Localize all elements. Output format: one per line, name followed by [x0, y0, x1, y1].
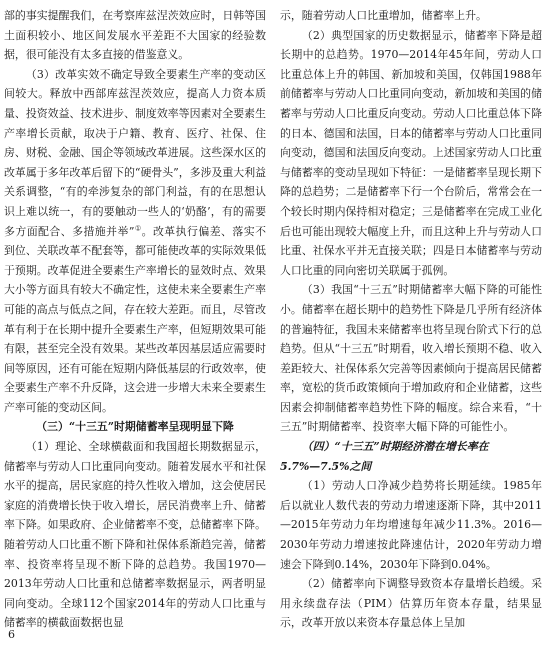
left-paragraph-2-tail: 。改革执行偏差、落实不到位、关联改革不配套等，都可能使改革的实际效果低于预期。改革促进全要素生产率增长的显效时点、效果大小等方面具有较大不确定性，这使未来全要素生产率可能的高点与低点之间，存在较大差距。而且，尽管改革有利于在长期中提升全要素生产率，但短期效果可能有限，甚至完全没有效果。某些改革因基层适应需要时间等原因，还有可能在短期内降低基层的行政效率，使全要素生产率不升反降，这会进一步增大未来全要素生产率可能的变动区间。 — [4, 224, 266, 414]
right-paragraph-4: （1）劳动人口净减少趋势将长期延续。1985年后以就业人数代表的劳动力增速逐渐下降，其中2011—2015年劳动力年均增速每年减少11.3%。2016—2030年劳动力增速按此降速估计，2020年劳动力增速会下降到0.14%，2030年下降到0.04%。 — [280, 479, 542, 571]
right-paragraph-3: （3）我国“十三五”时期储蓄率大幅下降的可能性小。储蓄率在超长期中的趋势性下降是几乎所有经济体的普遍特征，我国未来储蓄率也将呈现台阶式下行的总趋势。但从“十三五”时期看，收入增长预期不稳、收入差距较大、社保体系欠完善等因素倾向于提高居民储蓄率，宽松的货币政策倾向于增加政府和企业储蓄，这些因素会抑制储蓄率趋势性下降的幅度。综合来看，“十三五”时期储蓄率、投资率大幅下降的可能性小。 — [280, 283, 542, 434]
left-paragraph-2-text: （3）改革实效不确定导致全要素生产率的变动区间较大。释放中西部库兹涅茨效应，提高人力资本质量、投资效益、技术进步、制度效率等因素对全要素生产率增长贡献，取决于户籍、教育、医疗、社保、住房、财税、金融、国企等领域改革进展。这些深水区的改革属于多年改革后留下的“硬骨头”，多涉及重大利益关系调整，“有的牵涉复杂的部门利益，有的在思想认识上难以统一，有的要触动一些人的‘奶酪’，有的需要多方面配合、多措施并举” — [4, 67, 266, 238]
left-column — [4, 6, 266, 633]
right-paragraph-5: （2）储蓄率向下调整导致资本存量增长趋缓。采用永续盘存法（PIM）估算历年资本存量，结果显示，改革开放以来资本存量总体上呈加 — [280, 577, 542, 630]
section-heading-4-line1: （四）“十三五”时期经济潜在增长率在 — [301, 440, 489, 454]
left-paragraph-2 — [4, 65, 266, 418]
right-paragraph-2: （2）典型国家的历史数据显示，储蓄率下降是超长期中的总趋势。1970—2014年45年间，劳动人口比重总体上升的韩国、新加坡和美国，仅韩国1988年前储蓄率与劳动人口比重同向变动，新加坡和美国的储蓄率与劳动人口比重反向变动。劳动人口比重总体下降的日本、德国和法国，日本的储蓄率与劳动人口比重同向变动，德国和法国反向变动。上述国家劳动人口比重与储蓄率的变动呈现如下特征：一是储蓄率呈现长期下降的总趋势；二是储蓄率下行一个台阶后，常常会在一个较长时期内保持相对稳定；三是储蓄率在完成工业化后也可能出现较大幅度上升，而且这种上升与劳动人口比重、社保水平并无直接关联；四是日本储蓄率与劳动人口比重的同向密切关联属于孤例。 — [280, 28, 542, 277]
right-column — [280, 6, 542, 633]
left-paragraph-1: 部的事实提醒我们，在考察库兹涅茨效应时，日韩等国土面积较小、地区间发展水平差距不大国家的经验数据，很可能没有太多直接的借鉴意义。 — [4, 9, 266, 62]
section-heading-3: （三）“十三五”时期储蓄率呈现明显下降 — [36, 420, 234, 434]
left-paragraph-3: （1）理论、全球横截面和我国超长期数据显示，储蓄率与劳动人口比重同向变动。随着发展水平和社保水平的提高，居民家庭的持久性收入增加，这会使居民家庭的消费增长快于收入增长，居民消费率上升、储蓄率下降。如果政府、企业储蓄率不变，总储蓄率下降。随着劳动人口比重不断下降和社保体系渐趋完善，储蓄率、投资率将呈现不断下降的总趋势。我国1970—2013年劳动人口比重和总储蓄率数据显示，两者明显同向变动。全球112个国家2014年的劳动人口比重与储蓄率的横截面数据也显 — [4, 440, 266, 630]
right-paragraph-1: 示，随着劳动人口比重增加，储蓄率上升。 — [280, 9, 487, 22]
section-heading-4 — [280, 437, 542, 476]
section-heading-4-line2: 5.7%—7.5%之间 — [280, 459, 372, 473]
footnote-marker: ① — [134, 223, 142, 232]
page-number: 6 — [8, 628, 15, 641]
